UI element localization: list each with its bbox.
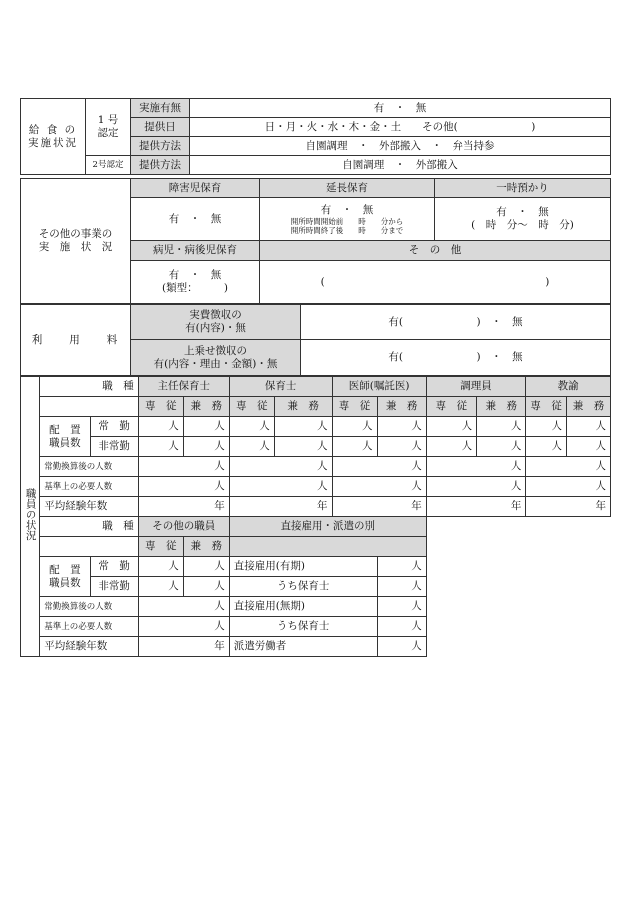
method2-label: 提供方法 (131, 156, 190, 175)
full-header: 専 従 (332, 397, 377, 417)
extended-start: 開所時間開始前 時 分から (290, 216, 404, 226)
avg-years-label-2: 平均経験年数 (40, 637, 138, 657)
parttime-label-2: 非常勤 (90, 577, 138, 597)
count-cell[interactable]: 人 (567, 417, 611, 437)
blank (40, 397, 138, 417)
count-cell[interactable]: 人 (183, 557, 229, 577)
direct-fixed-label: 直接雇用(有期) (229, 557, 377, 577)
count-cell[interactable]: 人 (229, 437, 274, 457)
count-cell[interactable]: 人 (526, 437, 567, 457)
count-cell[interactable]: 人 (183, 417, 229, 437)
disabled-value[interactable]: 有 ・ 無 (131, 198, 260, 241)
blank (229, 537, 426, 557)
temp-label: 一時預かり (435, 179, 611, 198)
extended-end: 開所時間終了後 時 分まで (290, 225, 404, 235)
extended-cell[interactable] (260, 198, 435, 241)
count-cell[interactable]: 人 (183, 577, 229, 597)
required-label: 基準上の必要人数 (40, 477, 138, 497)
total-cell[interactable]: 人 (526, 457, 611, 477)
total-cell[interactable]: 人 (526, 477, 611, 497)
method1-value[interactable]: 自園調理 ・ 外部搬入 ・ 弁当持参 (190, 137, 611, 156)
temp-time: ( 時 分〜 時 分) (471, 219, 574, 231)
total-cell[interactable]: 人 (332, 457, 426, 477)
actual-value[interactable]: 有( ) ・ 無 (301, 305, 611, 340)
dual-header: 兼 務 (183, 397, 229, 417)
years-cell[interactable]: 年 (526, 497, 611, 517)
count-cell[interactable]: 人 (274, 417, 332, 437)
count-cell[interactable]: 人 (138, 557, 183, 577)
direct-indef-label: 直接雇用(無期) (229, 597, 377, 617)
count-cell[interactable]: 人 (477, 437, 526, 457)
method-label: 提供方法 (131, 137, 190, 156)
total-cell[interactable]: 人 (138, 617, 229, 637)
count-cell[interactable]: 人 (377, 597, 426, 617)
job-teacher: 教諭 (526, 377, 611, 397)
count-cell[interactable]: 人 (377, 577, 426, 597)
fee-heading: 利 用 料 (21, 305, 131, 376)
required-label-2: 基準上の必要人数 (40, 617, 138, 637)
count-cell[interactable]: 人 (229, 417, 274, 437)
avg-years-label: 平均経験年数 (40, 497, 138, 517)
cert1-label: 1 号 認定 (86, 99, 131, 156)
count-cell[interactable]: 人 (274, 437, 332, 457)
years-cell[interactable]: 年 (332, 497, 426, 517)
meal-table (20, 98, 611, 175)
converted-label-2: 常勤換算後の人数 (40, 597, 138, 617)
assign-label-2: 配 置 職員数 (40, 557, 90, 597)
fee-table (20, 304, 611, 376)
parttime-label: 非常勤 (90, 437, 138, 457)
temp-value: 有 ・ 無 (496, 206, 549, 218)
total-cell[interactable]: 人 (229, 457, 332, 477)
job-nurse: 保育士 (229, 377, 332, 397)
sick-value: 有 ・ 無 (168, 269, 222, 281)
count-cell[interactable]: 人 (138, 437, 183, 457)
count-cell[interactable]: 人 (377, 437, 426, 457)
count-cell[interactable]: 人 (426, 417, 476, 437)
staff-side-label: 職員の状況 (21, 377, 40, 657)
years-cell[interactable]: 年 (426, 497, 526, 517)
job-label-2: 職 種 (40, 517, 138, 537)
other-heading: その他の事業の 実 施 状 況 (21, 179, 131, 304)
full-header: 専 従 (138, 397, 183, 417)
job-chief-nurse: 主任保育士 (138, 377, 229, 397)
meal-heading: 給 食 の 実施状況 (21, 99, 86, 175)
sick-type: (類型： ) (162, 282, 228, 294)
impl-label: 実施有無 (131, 99, 190, 118)
extended-value: 有 ・ 無 (320, 203, 374, 216)
dual-header: 兼 務 (377, 397, 426, 417)
misc-value[interactable]: ( ) (260, 261, 611, 304)
days-value[interactable]: 日・月・火・水・木・金・土 その他( ) (190, 118, 611, 137)
count-cell[interactable]: 人 (377, 557, 426, 577)
misc-label: そ の 他 (260, 241, 611, 261)
sick-cell[interactable] (131, 261, 260, 304)
dual-header: 兼 務 (274, 397, 332, 417)
years-cell[interactable]: 年 (138, 497, 229, 517)
count-cell[interactable]: 人 (477, 417, 526, 437)
total-cell[interactable]: 人 (138, 597, 229, 617)
total-cell[interactable]: 人 (229, 477, 332, 497)
count-cell[interactable]: 人 (332, 437, 377, 457)
job-doctor: 医師(嘱託医) (332, 377, 426, 397)
method2-value[interactable]: 自園調理 ・ 外部搬入 (190, 156, 611, 175)
of-which-nurse-label: うち保育士 (229, 617, 377, 637)
job-cook: 調理員 (426, 377, 526, 397)
extra-value[interactable]: 有( ) ・ 無 (301, 340, 611, 376)
assign-label: 配 置 職員数 (40, 417, 90, 457)
cert2-label: 2号認定 (86, 156, 131, 175)
dual-header: 兼 務 (477, 397, 526, 417)
blank-area (426, 517, 610, 657)
full-header: 専 従 (526, 397, 567, 417)
impl-value[interactable]: 有 ・ 無 (190, 99, 611, 118)
regular-label: 常 勤 (90, 417, 138, 437)
years-cell[interactable]: 年 (138, 637, 229, 657)
employment-header: 直接雇用・派遣の別 (229, 517, 426, 537)
count-cell[interactable]: 人 (377, 617, 426, 637)
regular-label-2: 常 勤 (90, 557, 138, 577)
sick-label: 病児・病後児保育 (131, 241, 260, 261)
extended-label: 延長保育 (260, 179, 435, 198)
temp-cell[interactable] (435, 198, 611, 241)
full-header: 専 従 (229, 397, 274, 417)
blank (40, 537, 138, 557)
count-cell[interactable]: 人 (377, 417, 426, 437)
count-cell[interactable]: 人 (567, 437, 611, 457)
total-cell[interactable]: 人 (138, 457, 229, 477)
disabled-label: 障害児保育 (131, 179, 260, 198)
other-table (20, 178, 611, 304)
count-cell[interactable]: 人 (377, 637, 426, 657)
total-cell[interactable]: 人 (426, 477, 526, 497)
extra-label: 上乗せ徴収の 有(内容・理由・金額)・無 (131, 340, 301, 376)
staff-table (20, 376, 611, 657)
count-cell[interactable]: 人 (138, 577, 183, 597)
full-header: 専 従 (138, 537, 183, 557)
total-cell[interactable]: 人 (138, 477, 229, 497)
count-cell[interactable]: 人 (332, 417, 377, 437)
total-cell[interactable]: 人 (332, 477, 426, 497)
days-label: 提供日 (131, 118, 190, 137)
actual-label: 実費徴収の 有(内容)・無 (131, 305, 301, 340)
full-header: 専 従 (426, 397, 476, 417)
dual-header: 兼 務 (567, 397, 611, 417)
of-which-nurse-label: うち保育士 (229, 577, 377, 597)
converted-label: 常勤換算後の人数 (40, 457, 138, 477)
count-cell[interactable]: 人 (426, 437, 476, 457)
other-staff-header: その他の職員 (138, 517, 229, 537)
total-cell[interactable]: 人 (426, 457, 526, 477)
job-label: 職 種 (40, 377, 138, 397)
count-cell[interactable]: 人 (526, 417, 567, 437)
count-cell[interactable]: 人 (183, 437, 229, 457)
count-cell[interactable]: 人 (138, 417, 183, 437)
years-cell[interactable]: 年 (229, 497, 332, 517)
dispatch-label: 派遣労働者 (229, 637, 377, 657)
dual-header: 兼 務 (183, 537, 229, 557)
